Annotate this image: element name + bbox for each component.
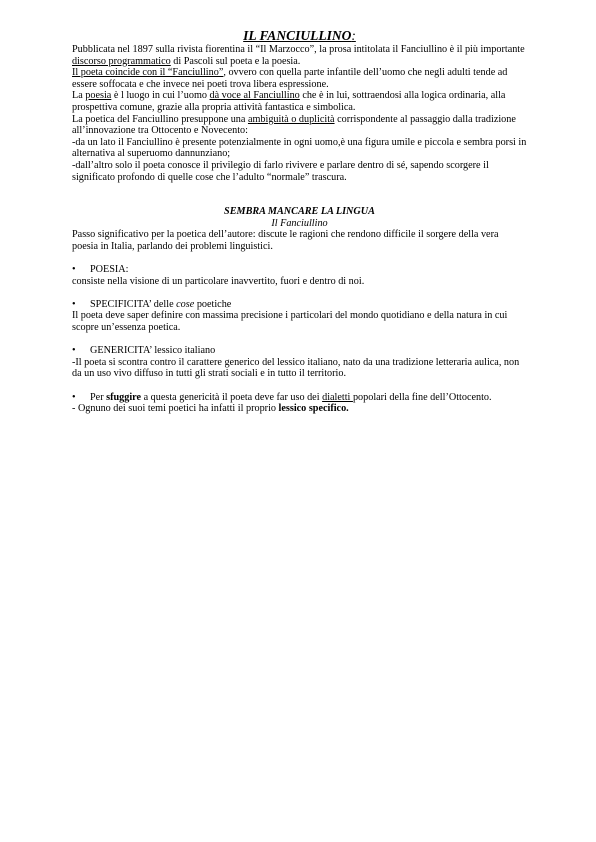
- section-title: SEMBRA MANCARE LA LINGUA: [224, 206, 375, 218]
- bullet-icon: •: [72, 298, 76, 310]
- bullet-icon: •: [72, 345, 76, 357]
- underlined-poesia: poesia: [85, 90, 112, 102]
- bullet-sfuggire: • Per sfuggire a questa genericità il poeta deve far uso dei dialetti popolari della fine dell’Ottocento.: [72, 391, 492, 403]
- bullet-poesia-heading: • POESIA:: [72, 264, 129, 276]
- intro-paragraph-4: La poetica del Fanciullino presuppone una ambiguità o duplicità corrispondente al passaggio dalla tradizione all’innovazione tra Ottocento e Novecento:: [72, 113, 516, 137]
- bullet-specificita-heading: • SPECIFICITA’ delle cose poetiche: [72, 298, 232, 310]
- underlined-da-voce: dà voce al Fanciullino: [209, 90, 300, 102]
- underlined-ambiguita: ambiguità o duplicità: [247, 113, 335, 125]
- underlined-poeta-fanciullino: Il poeta coincide con il “Fanciullino”: [72, 67, 224, 79]
- bullet-specificita-body: Il poeta deve saper definire con massima precisione i particolari del mondo quotidiano e della natura in cui scopre un’essenza poetica.: [72, 310, 508, 334]
- bullet-poesia-body: consiste nella visione di un particolare inavvertito, fuori e dentro di noi.: [72, 275, 365, 287]
- section-description: Passo significativo per la poetica dell’autore: discute le ragioni che rendono difficile il sorgere della vera poesia in Italia, parlando dei problemi linguistici.: [72, 229, 499, 252]
- bullet-icon: •: [72, 391, 76, 403]
- section-subtitle: Il Fanciullino: [271, 217, 328, 229]
- underlined-discorso: discorso programmatico: [72, 55, 171, 67]
- intro-paragraph-6: -dall’altro solo il poeta conosce il privilegio di farlo rivivere e parlare dentro di sé, sapendo scorgere il significato profondo di quelle cose che l’adulto “normale” trascura.: [72, 159, 489, 183]
- closing-line: - Ognuno dei suoi temi poetici ha infatti il proprio lessico specifico.: [72, 403, 349, 415]
- bullet-genericita-heading: • GENERICITA’ lessico italiano: [72, 345, 216, 357]
- bullet-genericita-body: -Il poeta si scontra contro il carattere generico del lessico italiano, nato da una tradizione letteraria aulica, non da un uso vivo diffuso in tutti gli strati sociali e in tutto il territorio.: [72, 356, 520, 380]
- intro-paragraph-1: Pubblicata nel 1897 sulla rivista fiorentina il “Il Marzocco”, la prosa intitolata il Fanciullino è il più importante discorso programmatico di Pascoli sul poeta e la poesia.: [72, 44, 525, 67]
- underlined-dialetti: dialetti: [322, 391, 353, 403]
- intro-paragraph-3: La poesia è l luogo in cui l’uomo dà voce al Fanciullino che è in lui, sottraendosi alla logica ordinaria, alla prospettiva comune, grazie alla propria attività fantastica e simbolica.: [72, 90, 506, 113]
- title-colon: :: [351, 28, 356, 43]
- document-page: [72, 28, 527, 415]
- intro-paragraph-2: Il poeta coincide con il “Fanciullino”, ovvero con quella parte infantile dell’uomo che negli adulti tende ad essere soffocata e che invece nei poeti trova libera espressione.: [72, 67, 508, 90]
- bullet-icon: •: [72, 264, 76, 276]
- section-gap: [72, 183, 527, 206]
- document-title: IL FANCIULLINO:: [243, 28, 356, 43]
- intro-paragraph-5: -da un lato il Fanciullino è presente potenzialmente in ogni uomo,è una figura umile e piccola e sembra porsi in alternativa al superuomo dannunziano;: [72, 136, 527, 160]
